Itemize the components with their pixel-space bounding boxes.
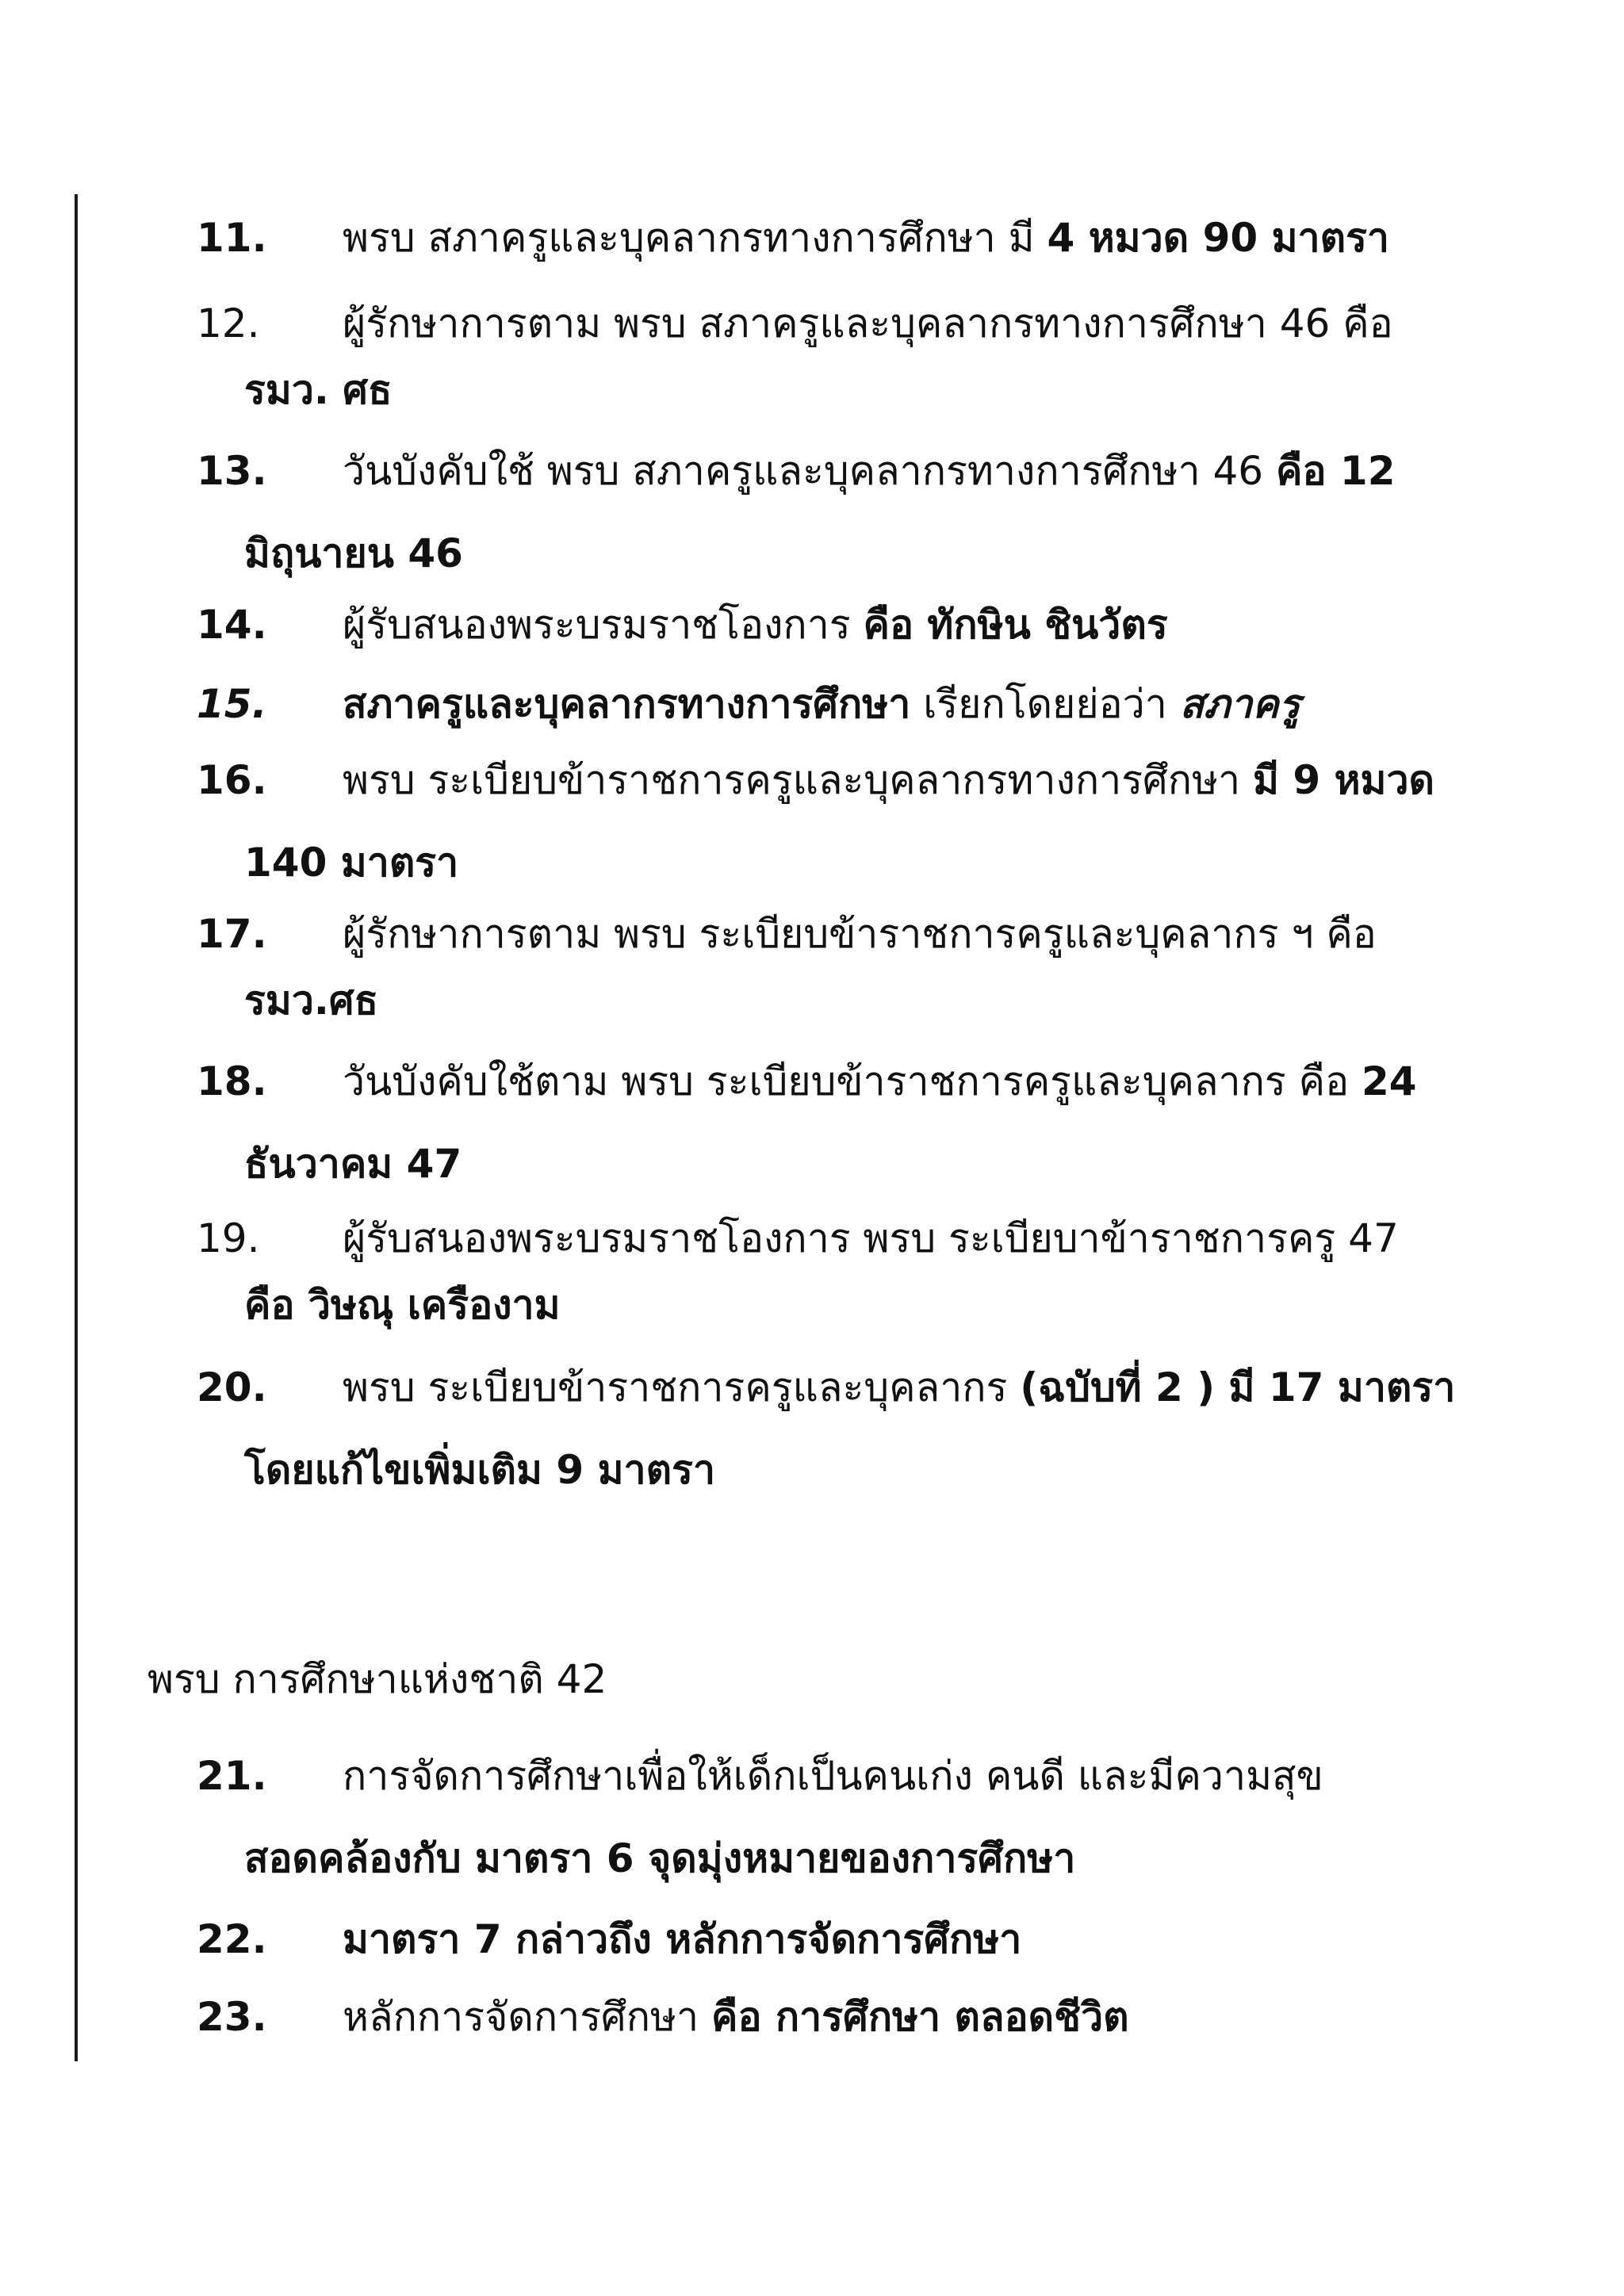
- item-number: 21.: [197, 1753, 267, 1799]
- item-number: 20.: [197, 1364, 267, 1410]
- item-number: 15.: [197, 681, 267, 727]
- item-text: การจัดการศึกษาเพื่อให้เด็กเป็นคนเก่ง คนดี และมีความสุข: [343, 1753, 1323, 1799]
- item-text: มาตรา 7 กล่าวถึง หลักการจัดการศึกษา: [343, 1916, 1022, 1962]
- item-text: ผู้รักษาการตาม พรบ ระเบียบข้าราชการครูและบุคลากร ฯ คือ: [343, 911, 1377, 957]
- item-number: 11.: [197, 215, 267, 261]
- left-margin-rule: [75, 194, 78, 2061]
- item-continuation: โดยแก้ไขเพิ่มเติม 9 มาตรา: [244, 1447, 716, 1493]
- item-text: สภาครูและบุคลากรทางการศึกษา เรียกโดยย่อว่า สภาครู: [343, 681, 1300, 727]
- item-text: พรบ ระเบียบข้าราชการครูและบุคลากรทางการศึกษา มี 9 หมวด: [343, 757, 1435, 803]
- item-number: 12.: [197, 300, 260, 346]
- item-text: วันบังคับใช้ พรบ สภาครูและบุคลากรทางการศึกษา 46 คือ 12: [343, 448, 1396, 494]
- item-number: 14.: [197, 602, 267, 648]
- item-number: 22.: [197, 1916, 267, 1962]
- item-continuation: 140 มาตรา: [244, 840, 459, 886]
- item-continuation: ธันวาคม 47: [244, 1141, 462, 1187]
- item-text: ผู้รับสนองพระบรมราชโองการ พรบ ระเบียบาข้าราชการครู 47: [343, 1215, 1399, 1261]
- item-text: ผู้รักษาการตาม พรบ สภาครูและบุคลากรทางการศึกษา 46 คือ: [343, 300, 1393, 346]
- item-number: 17.: [197, 911, 267, 957]
- item-text: ผู้รับสนองพระบรมราชโองการ คือ ทักษิน ชินวัตร: [343, 602, 1168, 648]
- item-text: พรบ สภาครูและบุคลากรทางการศึกษา มี 4 หมวด 90 มาตรา: [343, 215, 1390, 261]
- item-text: หลักการจัดการศึกษา คือ การศึกษา ตลอดชีวิต: [343, 1994, 1129, 2040]
- item-text: พรบ ระเบียบข้าราชการครูและบุคลากร (ฉบับที่ 2 ) มี 17 มาตรา: [343, 1364, 1456, 1410]
- item-number: 16.: [197, 757, 267, 803]
- item-continuation: มิถุนายน 46: [244, 530, 463, 576]
- item-continuation: รมว.ศธ: [244, 978, 379, 1024]
- item-continuation: คือ วิษณุ เครืองาม: [244, 1282, 561, 1328]
- item-number: 13.: [197, 448, 267, 494]
- item-continuation: รมว. ศธ: [244, 367, 393, 413]
- item-number: 18.: [197, 1058, 267, 1104]
- item-text: วันบังคับใช้ตาม พรบ ระเบียบข้าราชการครูและบุคลากร คือ 24: [343, 1058, 1417, 1104]
- item-number: 23.: [197, 1994, 267, 2040]
- section-heading: พรบ การศึกษาแห่งชาติ 42: [147, 1656, 607, 1702]
- item-continuation: สอดคล้องกับ มาตรา 6 จุดมุ่งหมายของการศึกษา: [244, 1835, 1076, 1881]
- item-number: 19.: [197, 1215, 260, 1261]
